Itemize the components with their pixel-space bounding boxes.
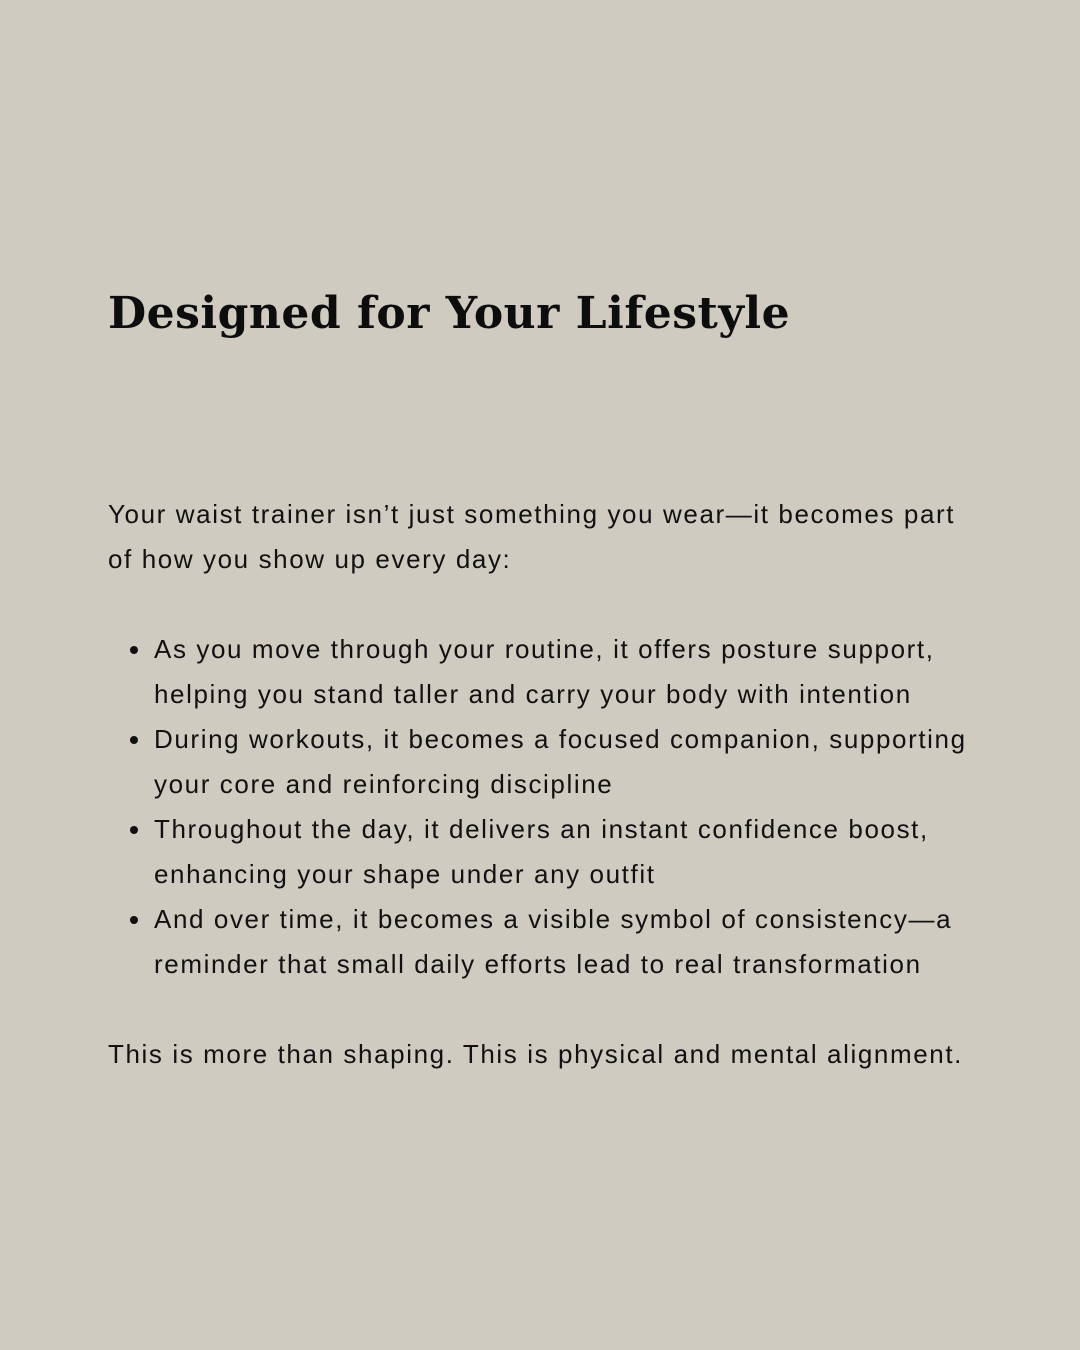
- intro-paragraph: Your waist trainer isn’t just something you wear—it becomes part of how you show up every day:: [108, 499, 956, 574]
- list-item-text: Throughout the day, it delivers an instant confidence boost, enhancing your shape under any outfit: [154, 814, 929, 889]
- bullet-dot-icon: [130, 916, 138, 924]
- list-item: [108, 807, 988, 897]
- bullet-dot-icon: [130, 736, 138, 744]
- list-item-text: And over time, it becomes a visible symbol of consistency—a reminder that small daily efforts lead to real transformation: [154, 904, 953, 979]
- list-item: [108, 897, 988, 987]
- body-content: [108, 492, 988, 1077]
- page-title: Designed for Your Lifestyle: [108, 288, 791, 339]
- list-item: [108, 627, 988, 717]
- bullet-dot-icon: [130, 826, 138, 834]
- list-item: [108, 717, 988, 807]
- closing-paragraph: This is more than shaping. This is physical and mental alignment.: [108, 1039, 964, 1069]
- bullet-dot-icon: [130, 646, 138, 654]
- list-item-text: As you move through your routine, it offers posture support, helping you stand taller and carry your body with intention: [154, 634, 935, 709]
- bullet-list: [108, 627, 988, 987]
- list-item-text: During workouts, it becomes a focused companion, supporting your core and reinforcing discipline: [154, 724, 967, 799]
